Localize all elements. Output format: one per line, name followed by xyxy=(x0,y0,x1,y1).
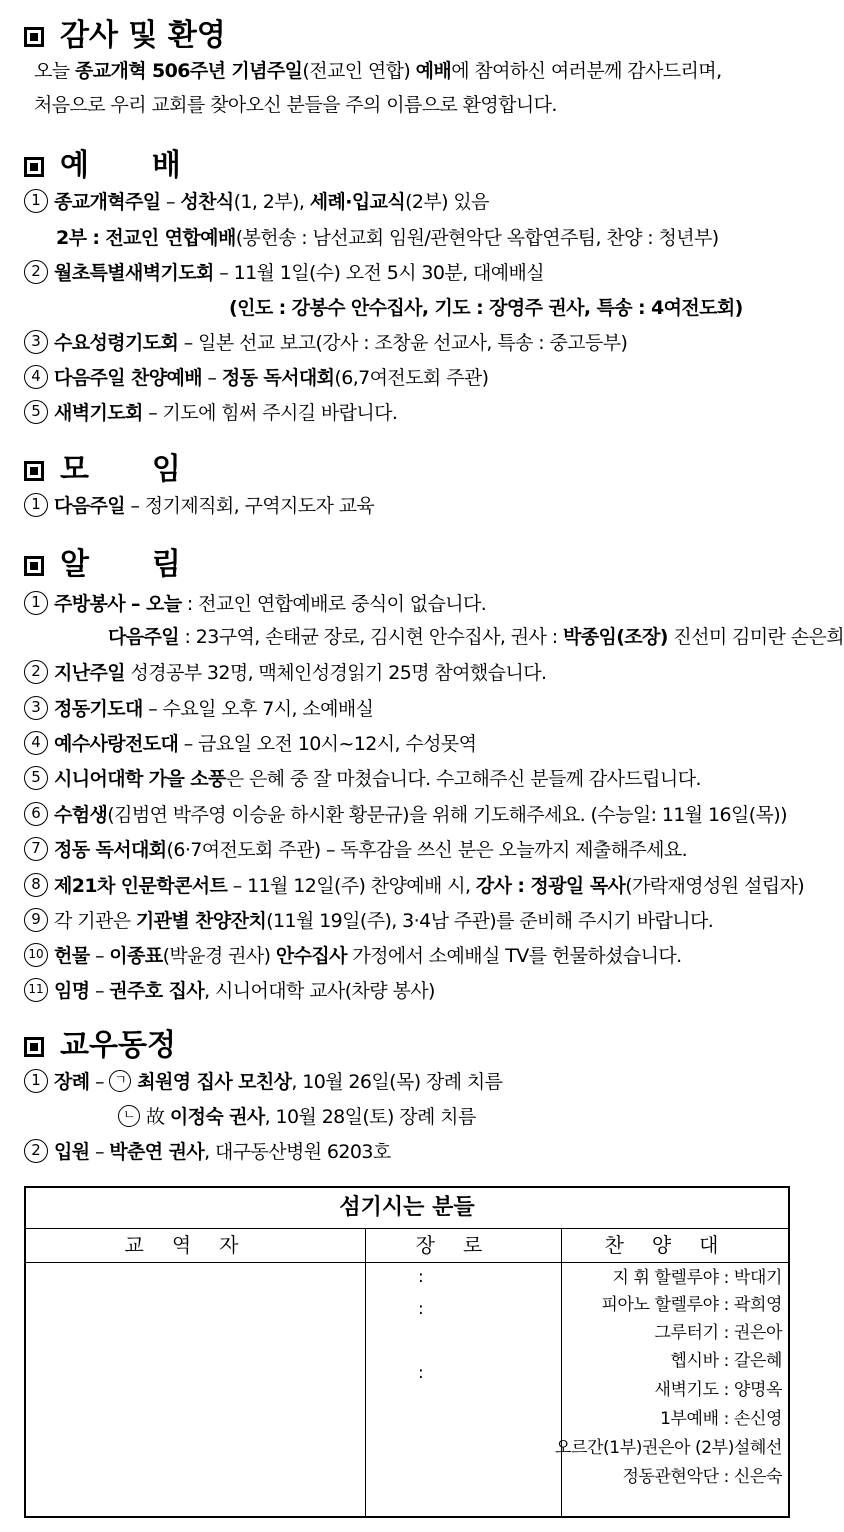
text: , 대구동산병원 6203호 xyxy=(204,1141,391,1163)
colon-separator: : xyxy=(418,1267,424,1287)
text: (봉헌송 : 남선교회 임원/관현악단 옥합연주팀, 찬양 : 청년부) xyxy=(235,227,719,249)
text: 각 기관은 xyxy=(54,910,136,932)
bold-text: 정동 독서대회 xyxy=(221,367,335,389)
text: – 정기제직회, 구역지도자 교육 xyxy=(125,495,375,517)
text: – 금요일 오전 10시~12시, 수성못역 xyxy=(178,733,477,755)
circled-number: 10 xyxy=(24,943,48,967)
news-item xyxy=(24,1136,391,1168)
bold-text: 기관별 찬양잔치 xyxy=(135,910,267,932)
choir-item: 피아노 할렐루야 : 곽희영 xyxy=(601,1295,782,1315)
worship-item xyxy=(24,397,397,429)
circled-number: 3 xyxy=(24,330,48,354)
text: – 기도에 힘써 주시길 바랍니다. xyxy=(142,402,398,424)
bold-text: 이종표 xyxy=(109,945,163,967)
text: (박윤경 권사) xyxy=(162,945,276,967)
text: , 10월 28일(토) 장례 치름 xyxy=(264,1106,476,1128)
text: – 수요일 오후 7시, 소예배실 xyxy=(142,698,374,720)
bold-text: 권주호 집사 xyxy=(109,980,205,1002)
servers-table xyxy=(24,1186,790,1518)
text: (김범연 박주영 이승윤 하시환 황문규)을 위해 기도해주세요. (수능일: 11월 16일(목)) xyxy=(107,804,787,826)
text: : 23구역, 손태균 장로, 김시현 안수집사, 권사 : xyxy=(179,626,563,648)
colon-separator: : xyxy=(418,1363,424,1383)
circled-number: 9 xyxy=(24,908,48,932)
bold-text: 안수집사 xyxy=(275,945,347,967)
square-bullet-icon xyxy=(24,1037,44,1057)
column-divider xyxy=(561,1228,562,1516)
square-bullet-icon xyxy=(24,27,44,47)
news-item xyxy=(118,1101,476,1133)
text: – xyxy=(89,980,110,1002)
bold-text: 새벽기도회 xyxy=(54,402,143,424)
notice-item xyxy=(108,621,844,653)
bold-text: 종교개혁주일 xyxy=(54,191,161,213)
circled-number: 4 xyxy=(24,365,48,389)
text: (6·7여전도회 주관) – 독후감을 쓰신 분은 오늘까지 제출해주세요. xyxy=(166,839,688,861)
text: (6,7여전도회 주관) xyxy=(334,367,489,389)
text: 성경공부 32명, 맥체인성경읽기 25명 참여했습니다. xyxy=(125,662,547,684)
bold-text: 정동 독서대회 xyxy=(54,839,167,861)
circled-number: 7 xyxy=(24,837,48,861)
worship-item xyxy=(24,186,489,218)
square-bullet-icon xyxy=(24,461,44,481)
text: (1, 2부), xyxy=(233,191,310,213)
text: 오늘 xyxy=(34,60,75,82)
bold-text: 입원 xyxy=(54,1141,90,1163)
circled-number: 1 xyxy=(24,189,48,213)
column-divider xyxy=(365,1228,366,1516)
text: 진선미 김미란 손은희 xyxy=(667,626,844,648)
circled-number: 1 xyxy=(24,591,48,615)
text: – 일본 선교 보고(강사 : 조창윤 선교사, 특송 : 중고등부) xyxy=(178,332,628,354)
text: : 전교인 연합예배로 중식이 없습니다. xyxy=(181,593,487,615)
choir-item: 오르간(1부)권은아 (2부)설혜선 xyxy=(554,1438,782,1458)
section-title-notice: 알 림 xyxy=(24,545,195,585)
notice-item xyxy=(24,588,486,620)
bold-text: 다음주일 찬양예배 xyxy=(54,367,203,389)
bold-text: (인도 : 강봉수 안수집사, 기도 : 장영주 권사, 특송 : 4여전도회) xyxy=(229,297,743,319)
bold-text: 제21차 인문학콘서트 xyxy=(54,875,228,897)
header-elders: 장로 xyxy=(365,1228,561,1263)
notice-item xyxy=(24,693,373,725)
text: – xyxy=(89,1141,110,1163)
text: – xyxy=(202,367,222,389)
bold-text: 헌물 xyxy=(54,945,90,967)
bold-text: 임명 xyxy=(54,980,90,1002)
bold-text: 다음주일 xyxy=(54,495,126,517)
text: (2부) 있음 xyxy=(405,191,489,213)
bold-text: 다음주일 xyxy=(108,626,180,648)
section-title-worship: 예 배 xyxy=(24,146,195,186)
worship-item xyxy=(24,327,627,359)
text: (전교인 연합) xyxy=(302,60,416,82)
section-title-meeting: 모 임 xyxy=(24,450,195,490)
bold-text: 성찬식 xyxy=(180,191,234,213)
bold-text: 수요성령기도회 xyxy=(54,332,179,354)
header-choir: 찬양대 xyxy=(561,1228,790,1263)
colon-separator: : xyxy=(418,1299,424,1319)
section-title-news: 교우동정 xyxy=(24,1026,176,1066)
notice-item xyxy=(24,834,687,866)
bold-text: 수험생 xyxy=(54,804,108,826)
text: – 11월 12일(주) 찬양예배 시, xyxy=(227,875,476,897)
text: (가락재영성원 설립자) xyxy=(625,875,805,897)
notice-item xyxy=(24,870,804,902)
notice-item xyxy=(24,940,682,972)
worship-item xyxy=(56,222,719,254)
text: – xyxy=(89,945,110,967)
choir-item: 그루터기 : 권은아 xyxy=(654,1323,782,1343)
bold-text: 2부 : 전교인 연합예배 xyxy=(56,227,236,249)
intro-line xyxy=(34,55,722,87)
circled-number: 5 xyxy=(24,766,48,790)
notice-item xyxy=(24,763,701,795)
worship-item xyxy=(24,362,488,394)
circled-number: 2 xyxy=(24,260,48,284)
bold-text: 월초특별새벽기도회 xyxy=(54,262,214,284)
text: – xyxy=(160,191,181,213)
circled-number: 6 xyxy=(24,802,48,826)
bold-text: 정동기도대 xyxy=(54,698,143,720)
notice-item xyxy=(24,905,713,937)
circled-number: 2 xyxy=(24,1139,48,1163)
notice-item xyxy=(24,799,787,831)
circled-number: 8 xyxy=(24,873,48,897)
text: 처음으로 우리 교회를 찾아오신 분들을 주의 이름으로 환영합니다. xyxy=(34,94,557,116)
text: – xyxy=(89,1071,110,1093)
bold-text: 박종임(조장) xyxy=(562,626,668,648)
circled-number: 11 xyxy=(24,978,48,1002)
circled-number: 5 xyxy=(24,400,48,424)
circled-letter: ㄴ xyxy=(118,1105,140,1127)
servers-table-title: 섬기시는 분들 xyxy=(26,1188,788,1229)
bold-text: 예수사랑전도대 xyxy=(54,733,179,755)
circled-number: 2 xyxy=(24,660,48,684)
circled-number: 3 xyxy=(24,696,48,720)
bold-text: 강사 : 정광일 목사 xyxy=(475,875,626,897)
notice-item xyxy=(24,657,546,689)
section-title-thanks: 감사 및 환영 xyxy=(24,16,226,56)
bold-text: 이정숙 권사 xyxy=(169,1106,265,1128)
bold-text: 최원영 집사 모친상 xyxy=(137,1071,292,1093)
bold-text: 장례 xyxy=(54,1071,90,1093)
circled-number: 4 xyxy=(24,731,48,755)
text: 가정에서 소예배실 TV를 헌물하셨습니다. xyxy=(346,945,682,967)
text: 은 은혜 중 잘 마쳤습니다. 수고해주신 분들께 감사드립니다. xyxy=(225,768,701,790)
choir-item: 지 휘 할렐루야 : 박대기 xyxy=(612,1268,782,1288)
choir-item: 헵시바 : 갈은혜 xyxy=(670,1351,782,1371)
square-bullet-icon xyxy=(24,556,44,576)
bold-text: 주방봉사 – 오늘 xyxy=(54,593,182,615)
bold-text: 지난주일 xyxy=(54,662,126,684)
text: – 11월 1일(수) 오전 5시 30분, 대예배실 xyxy=(213,262,545,284)
bold-text: 박춘연 권사 xyxy=(109,1141,205,1163)
header-clergy: 교역자 xyxy=(26,1228,365,1263)
circled-letter: ㄱ xyxy=(109,1070,131,1092)
bold-text: 시니어대학 가을 소풍 xyxy=(54,768,226,790)
choir-item: 1부예배 : 손신영 xyxy=(660,1409,782,1429)
bold-text: 예배 xyxy=(415,60,452,82)
text: , 시니어대학 교사(차량 봉사) xyxy=(204,980,435,1002)
choir-item: 새벽기도 : 양명옥 xyxy=(654,1380,782,1400)
text: 故 xyxy=(146,1106,170,1128)
bold-text: 종교개혁 506주년 기념주일 xyxy=(74,60,303,82)
square-bullet-icon xyxy=(24,157,44,177)
bold-text: 세례·입교식 xyxy=(309,191,406,213)
text: (11월 19일(주), 3·4남 주관)를 준비해 주시기 바랍니다. xyxy=(266,910,714,932)
text: , 10월 26일(목) 장례 치름 xyxy=(291,1071,503,1093)
notice-item xyxy=(24,728,476,760)
text: 에 참여하신 여러분께 감사드리며, xyxy=(451,60,722,82)
news-item xyxy=(24,1066,502,1098)
notice-item xyxy=(24,975,435,1007)
worship-item xyxy=(229,292,743,324)
circled-number: 1 xyxy=(24,493,48,517)
circled-number: 1 xyxy=(24,1069,48,1093)
meeting-item xyxy=(24,490,374,522)
choir-item: 정동관현악단 : 신은숙 xyxy=(622,1467,782,1487)
worship-item xyxy=(24,257,544,289)
intro-line xyxy=(34,89,557,121)
